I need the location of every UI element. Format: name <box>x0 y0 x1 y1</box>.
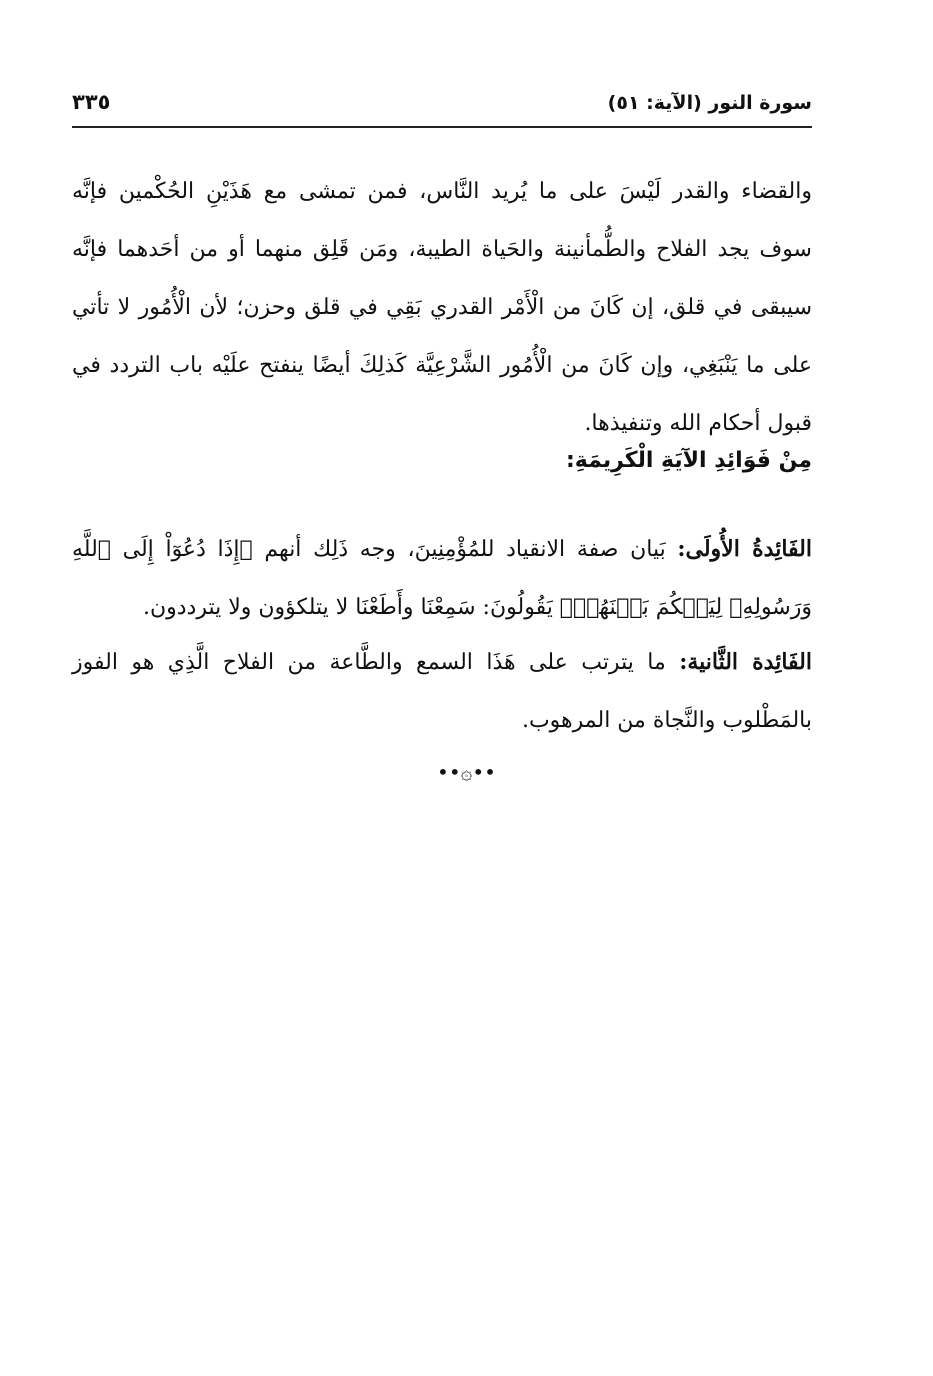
benefit-second <box>72 633 812 750</box>
benefit-second-label: الفَائِدة الثَّانية: <box>679 649 812 675</box>
benefit-first <box>72 520 812 637</box>
section-heading: مِنْ فَوَائِدِ الآيَةِ الْكَرِيمَةِ: <box>565 448 812 473</box>
benefit-first-label: الفَائِدةُ الأُولَى: <box>677 536 812 562</box>
section-end-ornament: ••۞•• <box>437 760 496 784</box>
page-header <box>72 86 812 128</box>
benefit-second-text: ما يترتب على هَذَا السمع والطَّاعة من الفلاح الَّذِي هو الفوز بالمَطْلوب والنَّجاة من المرهوب. <box>72 650 812 733</box>
benefit-first-text: بَيان صفة الانقياد للمُؤْمِنِينَ، وجه ذَلِك أنهم ﴿إِذَا دُعُوٓاْ إِلَى ٱللَّهِ وَرَسُولِهِۦ لِيَحۡكُمَ بَيۡنَهُمۡ﴾ يَقُولُونَ: سَمِعْنَا وأَطَعْنَا لا يتلكؤون ولا يترددون. <box>72 537 812 620</box>
running-title: سورة النور (الآية: ٥١) <box>607 92 812 114</box>
page-number: ٣٣٥ <box>72 90 111 114</box>
paragraph-intro: والقضاء والقدر لَيْسَ على ما يُريد النَّاس، فمن تمشى مع هَذَيْنِ الحُكْمين فإنَّه سوف يجد الفلاح والطُّمأنينة والحَياة الطيبة، ومَن قَلِق منهما أو من أحَدهما فإنَّه سيبقى في قلق، إن كَانَ من الْأَمْر القدري بَقِي في قلق وحزن؛ لأن الْأُمُور لا تأتي على ما يَنْبَغِي، وإن كَانَ من الْأُمُور الشَّرْعِيَّة كَذلِكَ أيضًا ينفتح علَيْه باب التردد في قبول أحكام الله وتنفيذها. <box>72 179 812 436</box>
